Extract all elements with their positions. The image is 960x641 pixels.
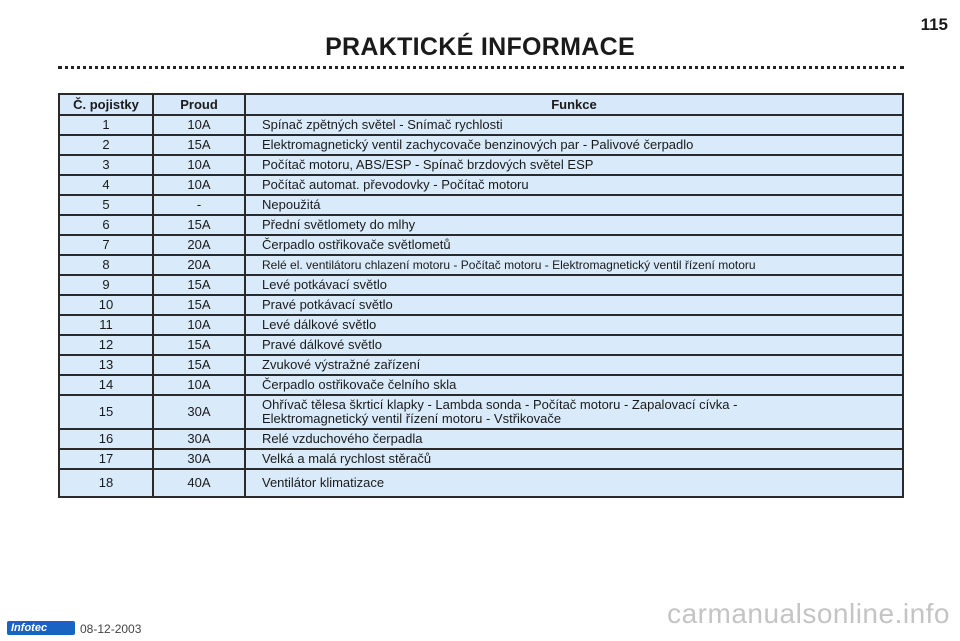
- current-cell: 15A: [153, 135, 245, 155]
- function-line: Nepoužitá: [262, 197, 321, 212]
- table-row: [59, 295, 903, 315]
- table-row: [59, 195, 903, 215]
- function-line: Pravé potkávací světlo: [262, 297, 393, 312]
- function-cell: [245, 235, 903, 255]
- function-line: Relé vzduchového čerpadla: [262, 431, 423, 446]
- fuse-number-cell: 10: [59, 295, 153, 315]
- function-cell: [245, 449, 903, 469]
- current-cell: 30A: [153, 429, 245, 449]
- table-row: [59, 275, 903, 295]
- function-cell: [245, 275, 903, 295]
- header-current: Proud: [153, 94, 245, 115]
- function-line: Relé el. ventilátoru chlazení motoru - Počítač motoru - Elektromagnetický ventil řízení motoru: [262, 258, 756, 272]
- fuse-number-cell: 12: [59, 335, 153, 355]
- fuse-table: [58, 93, 904, 498]
- table-row: [59, 155, 903, 175]
- fuse-number-cell: 9: [59, 275, 153, 295]
- function-cell: [245, 469, 903, 497]
- function-cell: [245, 255, 903, 275]
- function-cell: [245, 315, 903, 335]
- function-line: Levé dálkové světlo: [262, 317, 377, 332]
- function-line: Čerpadlo ostřikovače čelního skla: [262, 377, 457, 392]
- fuse-number-cell: 1: [59, 115, 153, 135]
- table-row: [59, 115, 903, 135]
- function-cell: [245, 195, 903, 215]
- function-line: Elektromagnetický ventil řízení motoru - Vstřikovače: [262, 411, 562, 426]
- function-line: Pravé dálkové světlo: [262, 337, 382, 352]
- table-header-row: [59, 94, 903, 115]
- function-cell: [245, 175, 903, 195]
- current-cell: 15A: [153, 335, 245, 355]
- fuse-number-cell: 11: [59, 315, 153, 335]
- fuse-number-cell: 8: [59, 255, 153, 275]
- function-line: Elektromagnetický ventil zachycovače benzinových par - Palivové čerpadlo: [262, 137, 694, 152]
- table-row: [59, 255, 903, 275]
- table-row: [59, 375, 903, 395]
- table-row: [59, 449, 903, 469]
- current-cell: 10A: [153, 315, 245, 335]
- current-cell: 20A: [153, 235, 245, 255]
- header-fuse-number: Č. pojistky: [59, 94, 153, 115]
- function-line: Levé potkávací světlo: [262, 277, 388, 292]
- current-cell: 15A: [153, 355, 245, 375]
- function-cell: [245, 135, 903, 155]
- infotec-logo: [7, 621, 75, 635]
- function-line: Ohřívač tělesa škrticí klapky - Lambda sonda - Počítač motoru - Zapalovací cívka -: [262, 397, 738, 412]
- function-line: Počítač automat. převodovky - Počítač motoru: [262, 177, 529, 192]
- current-cell: 10A: [153, 175, 245, 195]
- function-line: Přední světlomety do mlhy: [262, 217, 416, 232]
- table-row: [59, 395, 903, 429]
- table-row: [59, 335, 903, 355]
- current-cell: 40A: [153, 469, 245, 497]
- fuse-number-cell: 2: [59, 135, 153, 155]
- page-number: 115: [920, 15, 948, 34]
- table-row: [59, 235, 903, 255]
- function-cell: [245, 295, 903, 315]
- function-line: Spínač zpětných světel - Snímač rychlosti: [262, 117, 503, 132]
- current-cell: 30A: [153, 449, 245, 469]
- fuse-number-cell: 15: [59, 395, 153, 429]
- function-line: Počítač motoru, ABS/ESP - Spínač brzdových světel ESP: [262, 157, 594, 172]
- table-row: [59, 175, 903, 195]
- watermark: carmanualsonline.info: [667, 598, 950, 629]
- table-row: [59, 469, 903, 497]
- table-row: [59, 429, 903, 449]
- fuse-number-cell: 6: [59, 215, 153, 235]
- current-cell: 15A: [153, 275, 245, 295]
- header-function: Funkce: [245, 94, 903, 115]
- table-row: [59, 355, 903, 375]
- fuse-number-cell: 7: [59, 235, 153, 255]
- function-line: Zvukové výstražné zařízení: [262, 357, 421, 372]
- fuse-number-cell: 18: [59, 469, 153, 497]
- fuse-number-cell: 14: [59, 375, 153, 395]
- current-cell: 30A: [153, 395, 245, 429]
- current-cell: 10A: [153, 375, 245, 395]
- function-line: Čerpadlo ostřikovače světlometů: [262, 237, 451, 252]
- dotted-rule: [58, 66, 904, 69]
- current-cell: 15A: [153, 295, 245, 315]
- current-cell: -: [153, 195, 245, 215]
- fuse-number-cell: 5: [59, 195, 153, 215]
- fuse-number-cell: 4: [59, 175, 153, 195]
- current-cell: 10A: [153, 155, 245, 175]
- function-cell: [245, 115, 903, 135]
- footer-date: 08-12-2003: [80, 622, 142, 636]
- fuse-number-cell: 13: [59, 355, 153, 375]
- current-cell: 20A: [153, 255, 245, 275]
- function-cell: [245, 335, 903, 355]
- page-title: PRAKTICKÉ INFORMACE: [325, 33, 635, 61]
- current-cell: 15A: [153, 215, 245, 235]
- function-line: Ventilátor klimatizace: [262, 475, 385, 490]
- function-cell: [245, 429, 903, 449]
- function-cell: [245, 375, 903, 395]
- table-body: [59, 115, 903, 497]
- function-cell: [245, 395, 903, 429]
- current-cell: 10A: [153, 115, 245, 135]
- fuse-number-cell: 17: [59, 449, 153, 469]
- function-cell: [245, 355, 903, 375]
- table-row: [59, 135, 903, 155]
- logo-text: Infotec: [11, 622, 48, 634]
- fuse-number-cell: 3: [59, 155, 153, 175]
- fuse-number-cell: 16: [59, 429, 153, 449]
- function-cell: [245, 155, 903, 175]
- table-row: [59, 215, 903, 235]
- function-line: Velká a malá rychlost stěračů: [262, 451, 432, 466]
- table-row: [59, 315, 903, 335]
- function-cell: [245, 215, 903, 235]
